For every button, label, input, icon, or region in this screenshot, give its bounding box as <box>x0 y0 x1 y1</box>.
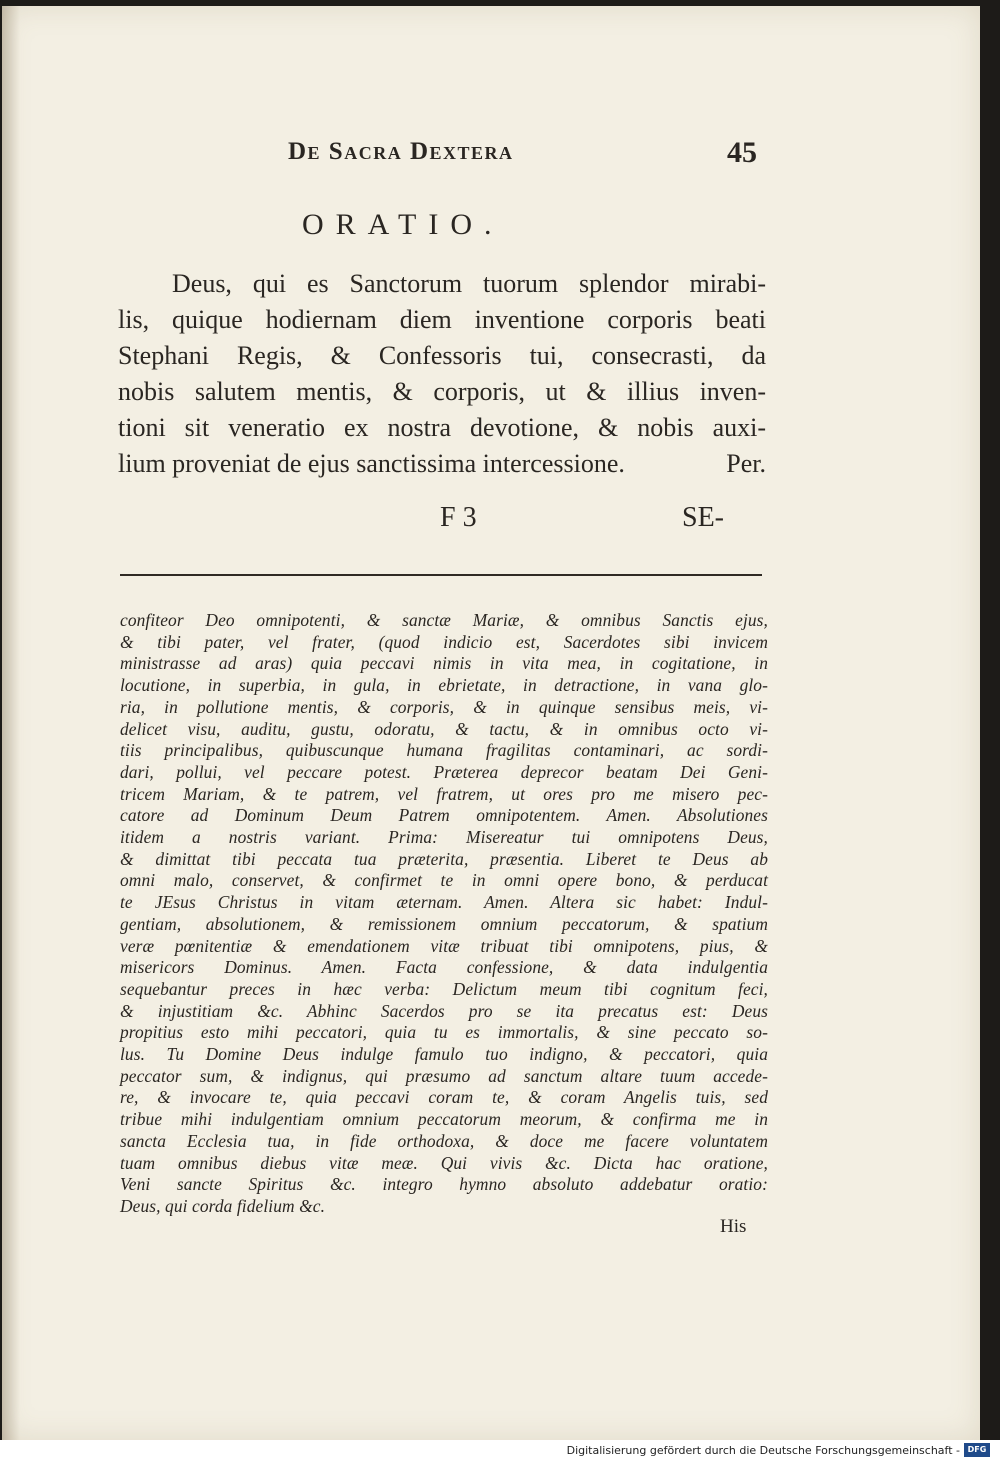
footnote-line: misericors Dominus. Amen. Facta confessione, & data indulgentia <box>120 957 768 978</box>
footnote-line: & tibi pater, vel frater, (quod indicio est, Sacerdotes sibi invicem <box>120 631 768 652</box>
footnote-line: veræ pœnitentiæ & emendationem vitæ tribuat tibi omnipotens, pius, & <box>120 935 768 956</box>
running-head: De Sacra Dextera <box>288 138 514 165</box>
footnote-line: peccator sum, & indignus, qui præsumo ad sanctum altare tuum accede- <box>120 1065 768 1086</box>
footnote-line: locutione, in superbia, in gula, in ebrietate, in detractione, in vana glo- <box>120 675 768 696</box>
body-line: nobis salutem mentis, & corporis, ut & illius inven- <box>118 377 766 406</box>
body-line-last <box>118 446 766 482</box>
footnote-line: lus. Tu Domine Deus indulge famulo tuo indigno, & peccatori, quia <box>120 1044 768 1064</box>
footnote-line: confiteor Deo omnipotenti, & sanctæ Mariæ, & omnibus Sanctis ejus, <box>120 610 768 630</box>
footnote-line: ria, in pollutione mentis, & corporis, & in quinque sensibus meis, vi- <box>120 696 768 717</box>
footnote-line: itidem a nostris variant. Prima: Misereatur tui omnipotens Deus, <box>120 827 768 847</box>
footnote-line: delicet visu, auditu, gustu, odoratu, & tactu, & in omnibus octo vi- <box>120 718 768 739</box>
footnote-line: tribue mihi indulgentiam omnium peccatorum meorum, & confirma me in <box>120 1109 768 1130</box>
footnote-line: propitius esto mihi peccatori, quia tu es immortalis, & sine peccato so- <box>120 1022 768 1043</box>
footnote-line: catore ad Dominum Deum Patrem omnipotentem. Amen. Absolutiones <box>120 805 768 826</box>
spine-shadow <box>2 6 20 1440</box>
signature-mark: F 3 <box>440 502 477 533</box>
body-line: Stephani Regis, & Confessoris tui, consecrasti, da <box>118 341 766 370</box>
footnote-line: re, & invocare te, quia peccavi coram te, & coram Angelis tuis, sed <box>120 1087 768 1108</box>
page-number: 45 <box>727 136 757 169</box>
line-end-word: Per. <box>726 449 766 478</box>
book-page <box>2 6 980 1440</box>
section-heading: ORATIO. <box>302 208 504 241</box>
footnote-line: omni malo, conservet, & confirmet te in omni opere bono, & perducat <box>120 870 768 891</box>
dfg-logo: DFG <box>964 1443 990 1457</box>
footnote-line: ministrasse ad aras) quia peccavi nimis in vita mea, in cogitatione, in <box>120 653 768 674</box>
footnote-line: sancta Ecclesia tua, in fide orthodoxa, & doce me facere voluntatem <box>120 1130 768 1151</box>
catchword: SE- <box>682 502 724 533</box>
footnote-line: sequebantur preces in hæc verba: Delictum meum tibi cognitum feci, <box>120 978 768 999</box>
footnote-line: dari, pollui, vel peccare potest. Præterea deprecor beatam Dei Geni- <box>120 761 768 782</box>
footnote-line: & dimittat tibi peccata tua præterita, præsentia. Liberet te Deus ab <box>120 848 768 869</box>
body-line-text: lium proveniat de ejus sanctissima intercessione. <box>118 449 625 478</box>
footnote-line: te JEsus Christus in vitam æternam. Amen. Altera sic habet: Indul- <box>120 892 768 913</box>
footnote-catchword: His <box>720 1216 747 1237</box>
body-line: tioni sit veneratio ex nostra devotione, & nobis auxi- <box>118 413 766 442</box>
digitization-credit: Digitalisierung gefördert durch die Deutsche Forschungsgemeinschaft - <box>566 1444 960 1457</box>
footnote-rule <box>120 574 762 576</box>
footnote-line: Veni sancte Spiritus &c. integro hymno absoluto addebatur oratio: <box>120 1174 768 1195</box>
footnote-line: tiis principalibus, quibuscunque humana fragilitas contaminari, ac sordi- <box>120 740 768 761</box>
body-line: lis, quique hodiernam diem inventione corporis beati <box>118 305 766 334</box>
body-line: Deus, qui es Sanctorum tuorum splendor mirabi- <box>172 269 766 298</box>
footnote-line: tricem Mariam, & te patrem, vel fratrem, ut ores pro me misero pec- <box>120 783 768 804</box>
footnote-line: tuam omnibus diebus vitæ meæ. Qui vivis &c. Dicta hac oratione, <box>120 1152 768 1173</box>
footnote-line: Deus, qui corda fidelium &c. <box>120 1195 326 1216</box>
footnote-line: & injustitiam &c. Abhinc Sacerdos pro se ita precatus est: Deus <box>120 1000 768 1021</box>
footnote-line: gentiam, absolutionem, & remissionem omnium peccatorum, & spatium <box>120 913 768 934</box>
